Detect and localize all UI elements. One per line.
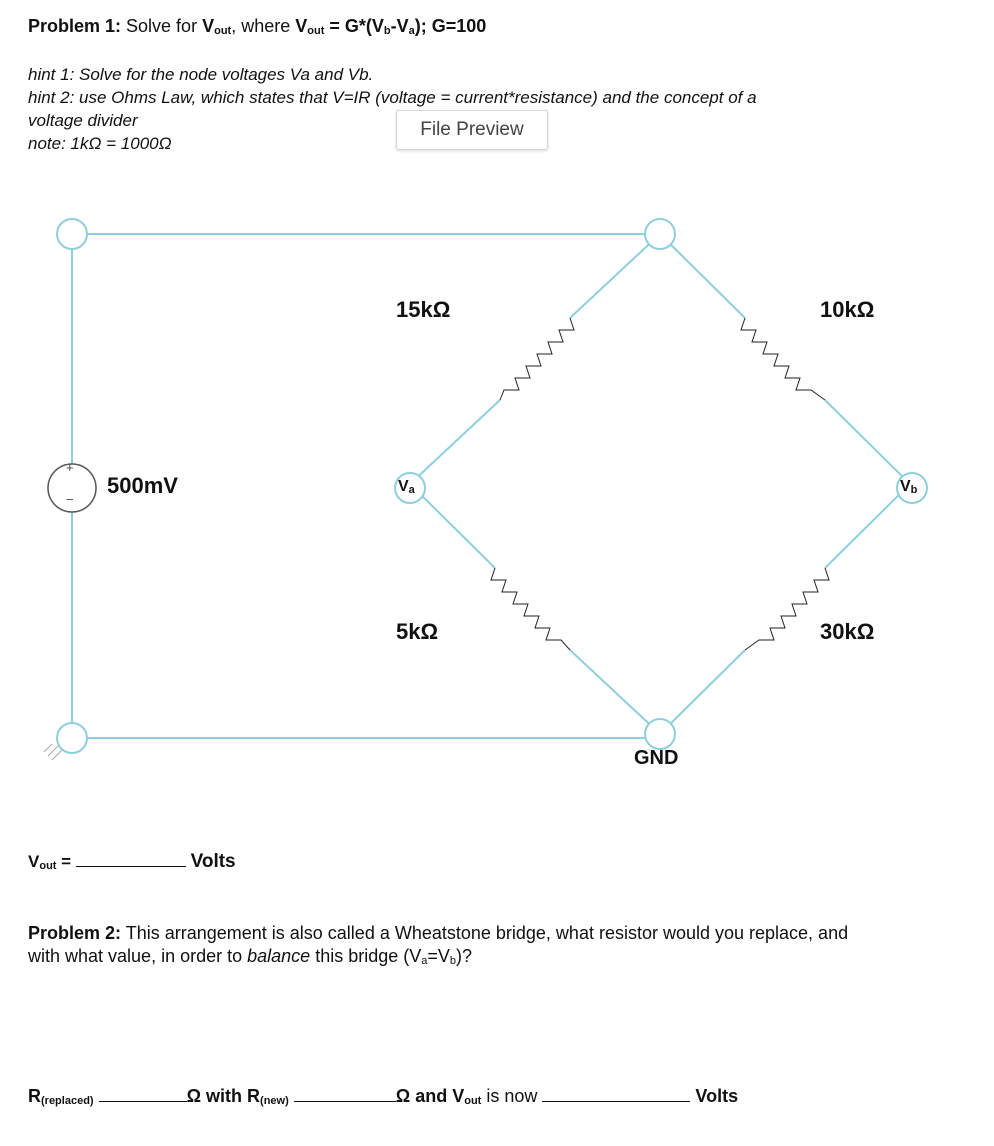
problem2-a-sub: a xyxy=(421,955,428,967)
answer2-ohm-with: Ω with xyxy=(186,1086,248,1106)
hint-2: hint 2: use Ohms Law, which states that V=IR (voltage = current*resistance) and the concept of a xyxy=(28,88,757,107)
arm-bottom-right-1 xyxy=(825,484,910,568)
node-top xyxy=(645,219,675,249)
vout-v: V xyxy=(202,16,215,36)
answer2-r2: R xyxy=(247,1086,261,1106)
answer2-r: R xyxy=(28,1086,41,1106)
formula-c: ); G=100 xyxy=(414,16,487,36)
problem1-text-b: , where xyxy=(231,16,296,36)
arm-bottom-right-2 xyxy=(660,650,745,734)
hint-2-cont: voltage divider xyxy=(28,111,138,130)
answer2-replaced-sub: (replaced) xyxy=(41,1095,94,1107)
arm-top-left-1 xyxy=(570,234,660,318)
node-gnd xyxy=(645,719,675,749)
problem2-eq: =V xyxy=(427,946,450,966)
answer2-is-now: is now xyxy=(481,1086,538,1106)
node-top-left xyxy=(57,219,87,249)
vout-sub: out xyxy=(214,25,232,37)
problem2-line1: This arrangement is also called a Wheatstone bridge, what resistor would you replace, and xyxy=(121,923,849,943)
node-vb-label xyxy=(900,478,917,496)
answer1-units: Volts xyxy=(190,851,236,872)
problem2-b-sub: b xyxy=(449,955,457,967)
r3-label: 5kΩ xyxy=(396,619,439,644)
r2-label: 10kΩ xyxy=(820,297,875,322)
problem2-balance: balance xyxy=(247,946,311,966)
problem2-text xyxy=(28,922,848,968)
source-label: 500mV xyxy=(107,473,178,498)
answer1-line xyxy=(28,851,236,873)
va-sub: a xyxy=(408,484,415,496)
formula-out-sub: out xyxy=(307,25,325,37)
file-preview-button[interactable]: File Preview xyxy=(396,110,548,150)
resistor-10k-zigzag xyxy=(741,318,825,400)
gnd-label: GND xyxy=(634,747,679,769)
answer2-out-sub: out xyxy=(464,1095,482,1107)
problem2-line2-b: this bridge (V xyxy=(310,946,422,966)
formula-b: -V xyxy=(390,16,409,36)
va-v: V xyxy=(398,478,409,495)
vout-answer-blank[interactable] xyxy=(76,852,186,867)
vb-sub: b xyxy=(910,484,918,496)
source-minus: − xyxy=(66,492,74,507)
resistor-15k-zigzag xyxy=(500,318,574,400)
answer2-new-sub: (new) xyxy=(260,1095,289,1107)
problem2-label: Problem 2: xyxy=(28,923,122,943)
problem2-line2-c: )? xyxy=(456,946,473,966)
arm-top-left-2 xyxy=(410,400,500,484)
vb-v: V xyxy=(900,478,911,495)
answer2-line xyxy=(28,1086,738,1107)
source-plus: + xyxy=(66,460,74,475)
arm-top-right-2 xyxy=(825,400,910,484)
resistor-5k-zigzag xyxy=(491,568,570,650)
answer2-v: V xyxy=(452,1086,465,1106)
answer2-units: Volts xyxy=(695,1086,739,1106)
vout-new-blank[interactable] xyxy=(542,1087,690,1102)
r-new-blank[interactable] xyxy=(294,1087,396,1102)
note: note: 1kΩ = 1000Ω xyxy=(28,134,172,153)
problem1-label: Problem 1: xyxy=(28,16,122,36)
answer1-eq: = xyxy=(56,852,72,871)
formula-a-sub: a xyxy=(408,25,415,37)
r1-label: 15kΩ xyxy=(396,297,451,322)
answer2-ohm-and: Ω and xyxy=(395,1086,453,1106)
r4-label: 30kΩ xyxy=(820,619,875,644)
r-replaced-blank[interactable] xyxy=(99,1087,187,1102)
problem2-line2-a: with what value, in order to xyxy=(28,946,248,966)
answer1-v: V xyxy=(28,852,40,871)
formula-a: = G*(V xyxy=(324,16,384,36)
arm-bottom-left-2 xyxy=(570,650,660,734)
answer1-sub: out xyxy=(39,860,57,872)
problem1-text-a: Solve for xyxy=(121,16,203,36)
formula-b-sub: b xyxy=(383,25,391,37)
hint-1: hint 1: Solve for the node voltages Va and Vb. xyxy=(28,65,374,84)
arm-top-right-1 xyxy=(660,234,745,318)
resistor-30k-zigzag xyxy=(745,568,829,650)
formula-v: V xyxy=(295,16,308,36)
node-bottom-left xyxy=(57,723,87,753)
node-va-label xyxy=(398,478,415,496)
